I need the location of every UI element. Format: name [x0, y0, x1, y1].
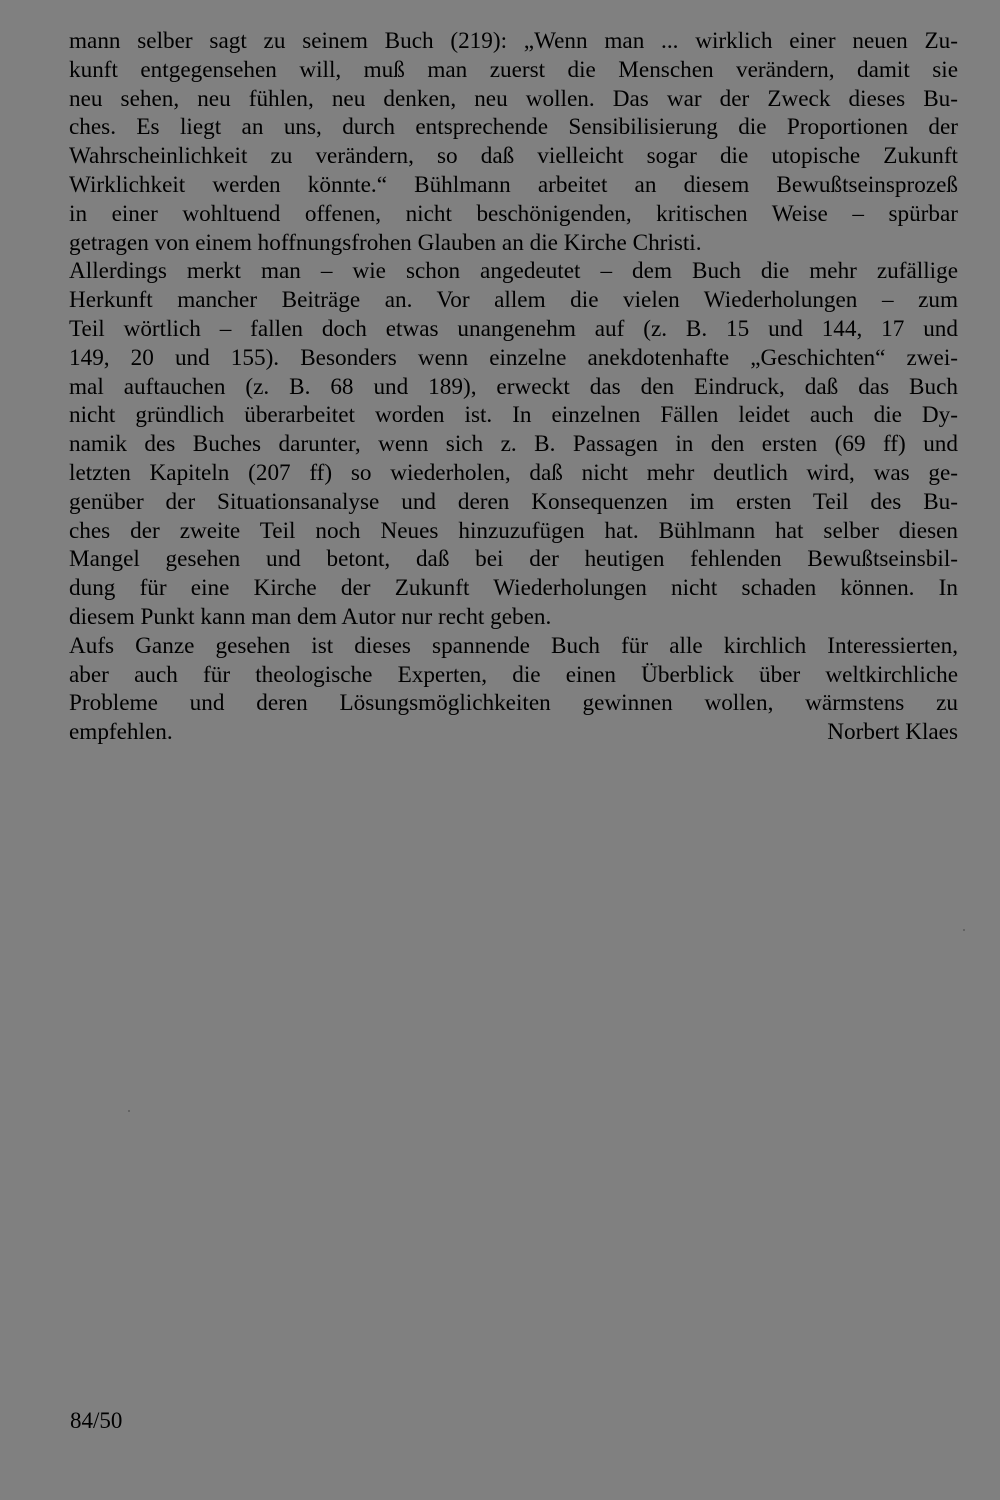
closing-text: empfehlen.	[69, 719, 173, 746]
text-line: letzten Kapiteln (207 ff) so wiederholen, daß nicht mehr deutlich wird, was ge-	[69, 459, 958, 486]
text-line: 149, 20 und 155). Besonders wenn einzelne anekdotenhafte „Geschichten“ zwei-	[69, 344, 958, 371]
text-line: Aufs Ganze gesehen ist dieses spannende Buch für alle kirchlich Interessierten,	[69, 632, 958, 659]
text-line: ches der zweite Teil noch Neues hinzuzufügen hat. Bühlmann hat selber diesen	[69, 517, 958, 544]
text-line: mann selber sagt zu seinem Buch (219): „Wenn man ... wirklich einer neuen Zu-	[69, 28, 958, 54]
text-line: Herkunft mancher Beiträge an. Vor allem die vielen Wiederholungen – zum	[69, 287, 958, 314]
text-line: Mangel gesehen und betont, daß bei der heutigen fehlenden Bewußtseinsbil-	[69, 546, 958, 573]
text-line: dung für eine Kirche der Zukunft Wiederholungen nicht schaden können. In	[69, 575, 958, 602]
text-line: Wahrscheinlichkeit zu verändern, so daß vielleicht sogar die utopische Zukunft	[69, 143, 958, 170]
text-line: kunft entgegensehen will, muß man zuerst die Menschen verändern, damit sie	[69, 56, 958, 83]
text-line: Teil wörtlich – fallen doch etwas unangenehm auf (z. B. 15 und 144, 17 und	[69, 315, 958, 342]
text-line: genüber der Situationsanalyse und deren Konsequenzen im ersten Teil des Bu-	[69, 488, 958, 515]
text-line: Wirklichkeit werden könnte.“ Bühlmann arbeitet an diesem Bewußtseinsprozeß	[69, 171, 958, 198]
paragraph-3	[69, 632, 958, 747]
author-signature: Norbert Klaes	[827, 719, 958, 746]
scan-speck	[963, 929, 965, 931]
text-line: neu sehen, neu fühlen, neu denken, neu wollen. Das war der Zweck dieses Bu-	[69, 85, 958, 112]
paragraph-1	[69, 27, 958, 257]
page-number: 84/50	[70, 1408, 123, 1433]
text-line: mal auftauchen (z. B. 68 und 189), erweckt das den Eindruck, daß das Buch	[69, 373, 958, 400]
text-line: aber auch für theologische Experten, die einen Überblick über weltkirchliche	[69, 661, 958, 688]
text-line: diesem Punkt kann man dem Autor nur recht geben.	[69, 603, 552, 630]
text-line: Allerdings merkt man – wie schon angedeutet – dem Buch die mehr zufällige	[69, 258, 958, 285]
paragraph-2	[69, 257, 958, 631]
text-line: Probleme und deren Lösungsmöglichkeiten gewinnen wollen, wärmstens zu	[69, 690, 958, 717]
text-line: in einer wohltuend offenen, nicht beschönigenden, kritischen Weise – spürbar	[69, 200, 958, 227]
text-line: namik des Buches darunter, wenn sich z. B. Passagen in den ersten (69 ff) und	[69, 431, 958, 458]
text-line: getragen von einem hoffnungsfrohen Glauben an die Kirche Christi.	[69, 229, 702, 256]
text-line: ches. Es liegt an uns, durch entsprechende Sensibilisierung die Proportionen der	[69, 114, 958, 141]
closing-line	[69, 718, 958, 747]
scan-speck	[128, 1110, 130, 1112]
review-text	[69, 27, 958, 747]
text-line: nicht gründlich überarbeitet worden ist. In einzelnen Fällen leidet auch die Dy-	[69, 402, 958, 429]
